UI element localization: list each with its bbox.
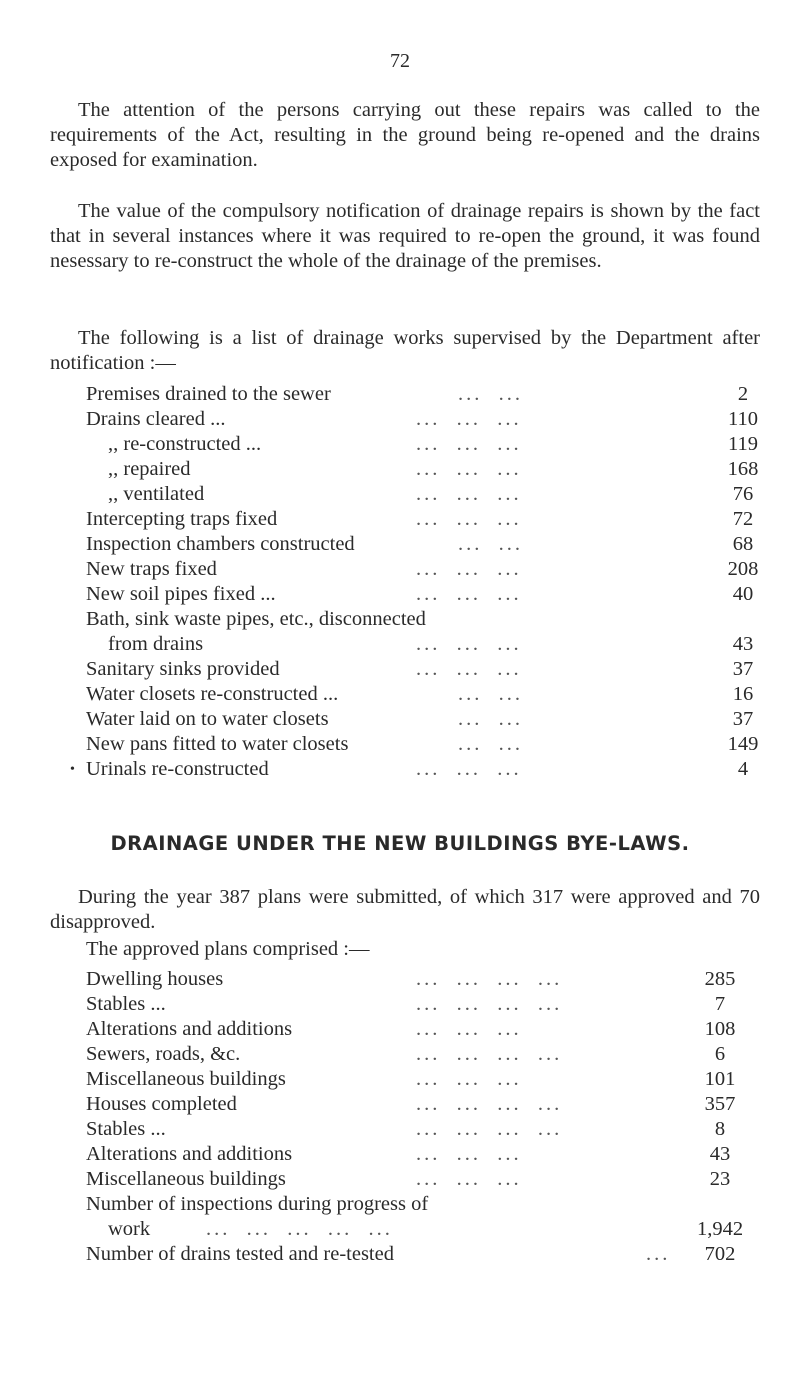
paragraph-text: The following is a list of drainage works supervised by the Department after notification :— [50, 327, 760, 374]
paragraph-plans-submitted [50, 885, 760, 935]
item-label: Premises drained to the sewer [86, 383, 331, 405]
item-value: 7 [714, 993, 726, 1015]
item-value: 208 [727, 558, 759, 580]
list-item [86, 607, 772, 632]
leader-dots: ... ... ... ... [416, 968, 563, 990]
leader-dots: ... ... ... [416, 633, 522, 655]
list-item [86, 507, 772, 532]
list-item [86, 967, 752, 992]
item-label: Sanitary sinks provided [86, 658, 280, 680]
item-label: Number of inspections during progress of [86, 1193, 429, 1215]
leader-dots: ... ... ... [416, 1168, 522, 1190]
list-item [86, 992, 752, 1017]
leader-dots: ... ... ... [416, 458, 522, 480]
leader-dots: ... ... ... [416, 1018, 522, 1040]
approved-plans-intro: The approved plans comprised :— [86, 938, 370, 960]
item-value: 101 [704, 1068, 736, 1090]
item-value: 23 [709, 1168, 731, 1190]
paragraph-list-intro [50, 326, 760, 376]
item-label: Bath, sink waste pipes, etc., disconnected [86, 608, 426, 630]
item-label: Alterations and additions [86, 1018, 293, 1040]
list-item [86, 632, 772, 657]
item-label: Stables ... [86, 1118, 166, 1140]
leader-dots: ... ... [458, 383, 523, 405]
item-value: 6 [714, 1043, 726, 1065]
list-item [86, 1167, 752, 1192]
leader-dots: ... ... ... ... [416, 1093, 563, 1115]
leader-dots: ... ... ... [416, 1068, 522, 1090]
item-label: Water laid on to water closets [86, 708, 329, 730]
leader-dots: ... ... ... ... ... [206, 1218, 393, 1240]
leader-dots: ... ... ... [416, 558, 522, 580]
item-value: 43 [732, 633, 754, 655]
leader-dots: ... ... [458, 683, 523, 705]
item-label-continued: work [108, 1218, 151, 1240]
item-value: 37 [732, 708, 754, 730]
leader-dots: ... ... ... ... [416, 993, 563, 1015]
list-item [86, 1242, 752, 1267]
leader-dots: ... ... ... ... [416, 1118, 563, 1140]
list-item [86, 657, 772, 682]
item-value: 110 [728, 408, 758, 430]
item-value: 72 [732, 508, 754, 530]
list-item [86, 732, 772, 757]
item-label: Drains cleared ... [86, 408, 226, 430]
bullet-mark: • [70, 762, 75, 777]
item-label: New pans fitted to water closets [86, 733, 349, 755]
item-label: Dwelling houses [86, 968, 224, 990]
list-item [86, 557, 772, 582]
leader-dots: ... ... ... [416, 1143, 522, 1165]
list-item [86, 1192, 752, 1217]
item-label: Sewers, roads, &c. [86, 1043, 241, 1065]
item-value: 8 [714, 1118, 726, 1140]
leader-dots: ... ... ... [416, 583, 522, 605]
list-item [86, 382, 772, 407]
item-value: 168 [727, 458, 759, 480]
leader-dots: ... ... ... ... [416, 1043, 563, 1065]
leader-dots: ... ... ... [416, 408, 522, 430]
leader-dots: ... ... [458, 533, 523, 555]
approved-plans-list [86, 967, 752, 1267]
paragraph-compulsory-notification [50, 199, 760, 274]
item-label: New traps fixed [86, 558, 217, 580]
item-label: ,, ventilated [108, 483, 205, 505]
item-label: ,, re-constructed ... [108, 433, 262, 455]
item-value: 2 [737, 383, 749, 405]
list-item [86, 432, 772, 457]
list-item [86, 682, 772, 707]
item-label: Inspection chambers constructed [86, 533, 355, 555]
list-item [86, 1217, 752, 1242]
list-item [86, 1117, 752, 1142]
leader-dots: ... ... ... [416, 433, 522, 455]
list-item [86, 1092, 752, 1117]
item-label: New soil pipes fixed ... [86, 583, 276, 605]
item-value: 16 [732, 683, 754, 705]
item-value: 40 [732, 583, 754, 605]
item-value: 1,942 [696, 1218, 744, 1240]
item-label: Urinals re-constructed [86, 758, 269, 780]
list-item [86, 532, 772, 557]
item-value: 149 [727, 733, 759, 755]
item-label: ,, repaired [108, 458, 191, 480]
item-label: Stables ... [86, 993, 166, 1015]
list-item [86, 707, 772, 732]
leader-dots: ... [646, 1243, 671, 1265]
paragraph-text: The attention of the persons carrying out these repairs was called to the requirements of the Act, resulting in the ground being re-opened and the drains exposed for examination. [50, 99, 760, 171]
list-item [86, 482, 772, 507]
item-value: 4 [737, 758, 749, 780]
item-value: 37 [732, 658, 754, 680]
leader-dots: ... ... ... [416, 658, 522, 680]
list-item [86, 407, 772, 432]
item-value: 119 [728, 433, 758, 455]
paragraph-text: The value of the compulsory notification of drainage repairs is shown by the fact that in several instances where it was required to re-open the ground, it was found nesessary to re-construct the whole of the drainage of the premises. [50, 200, 760, 272]
page-number: 72 [390, 50, 410, 72]
item-value: 43 [709, 1143, 731, 1165]
item-value: 108 [704, 1018, 736, 1040]
list-item [86, 1017, 752, 1042]
paragraph-text: During the year 387 plans were submitted, of which 317 were approved and 70 disapproved. [50, 886, 760, 933]
item-label: Alterations and additions [86, 1143, 293, 1165]
leader-dots: ... ... ... [416, 483, 522, 505]
item-label: Houses completed [86, 1093, 237, 1115]
item-label: Intercepting traps fixed [86, 508, 278, 530]
item-label: Miscellaneous buildings [86, 1168, 286, 1190]
section-heading: DRAINAGE UNDER THE NEW BUILDINGS BYE-LAWS. [110, 832, 690, 855]
list-item [86, 582, 772, 607]
item-value: 285 [704, 968, 736, 990]
item-label: Miscellaneous buildings [86, 1068, 286, 1090]
leader-dots: ... ... ... [416, 758, 522, 780]
item-value: 68 [732, 533, 754, 555]
leader-dots: ... ... ... [416, 508, 522, 530]
leader-dots: ... ... [458, 708, 523, 730]
drainage-works-list [70, 382, 772, 782]
item-value: 76 [732, 483, 754, 505]
item-value: 357 [704, 1093, 736, 1115]
item-label-continued: from drains [108, 633, 204, 655]
item-label: Water closets re-constructed ... [86, 683, 339, 705]
paragraph-repairs-attention [50, 98, 760, 173]
list-item [86, 457, 772, 482]
leader-dots: ... ... [458, 733, 523, 755]
list-item [86, 1142, 752, 1167]
list-item [86, 1067, 752, 1092]
list-item [70, 757, 772, 782]
list-item [86, 1042, 752, 1067]
item-label: Number of drains tested and re-tested [86, 1243, 394, 1265]
item-value: 702 [704, 1243, 736, 1265]
